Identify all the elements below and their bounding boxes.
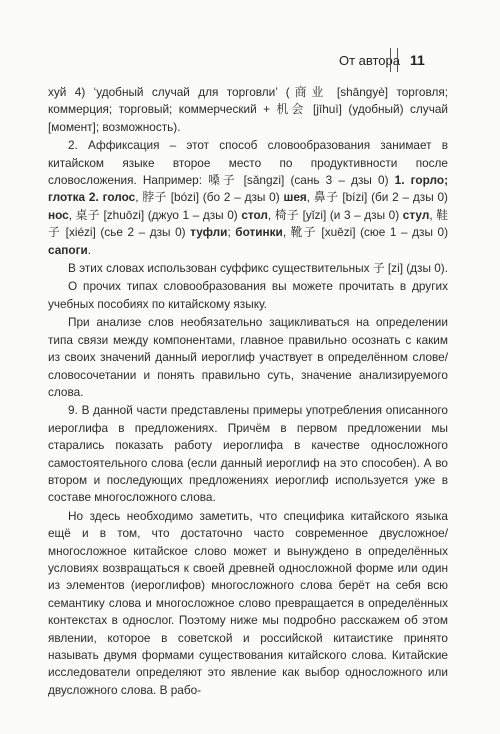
header-divider	[390, 48, 398, 72]
paragraph	[48, 137, 448, 259]
bold-term: сапоги	[48, 242, 88, 257]
paragraph	[48, 508, 448, 699]
paragraph	[48, 260, 448, 277]
bold-term: глотка 2. голос	[48, 190, 136, 205]
paragraph	[48, 314, 448, 401]
text-run: Но здесь необходимо заметить, что специфика китайского языка ещё и в том, что достаточно часто современное двусложное/многосложное китайское слово может и вынуждено в определённых условиях возвращаться к своей древней односложной форме или один из элементов (иероглифов) многосложного слова берёт на себя всю семантику слова и многосложное слово превращается в определённых контекстах в однослог. Поэтому ниже мы подробно расскажем об этом явлении, которое в советской и российской китаистике принято называть двумя формами существования китайского слова. Китайские исследователи определяют это явление как выбор односложного или двусложного слова. В рабо-	[48, 508, 448, 697]
text-run: , 鼻子 [bízi] (би 2 – дзы 0)	[306, 190, 448, 205]
page-number: 11	[410, 52, 425, 68]
text-run: .	[87, 242, 92, 257]
paragraph	[48, 402, 448, 506]
text-run: хуй 4) ‘удобный случай для торговли’ (商业 [shāngyè] торговля; коммерция; торговый; коммерческий + 机会 [jīhuì] (удобный) случай [момент]; возможность).	[48, 85, 448, 134]
text-run: 9. В данной части представлены примеры употребления описанного иероглифа в предложениях. Причём в первом предложении мы старались показать работу иероглифа в качестве односложного самостоятельного слова (если данный иероглиф на это способен). А во втором и последующих предложениях иероглиф используется уже в составе многосложного слова.	[48, 403, 448, 505]
text-run: , 靴子 [xuēzi] (сюе 1 – дзы 0)	[282, 225, 448, 240]
bold-term: туфли	[190, 225, 228, 240]
bold-term: ботинки	[235, 225, 283, 240]
text-run: , 鞋子 [xiézi] (сье 2 – дзы 0)	[48, 207, 449, 240]
text-run: 2. Аффиксация – этот способ словообразования занимает в китайском языке второе место по продуктивности после словосложения. Например: 嗓子 [sǎngzi] (сань 3 – дзы 0)	[48, 138, 448, 188]
paragraph	[48, 84, 448, 136]
text-run: ;	[227, 225, 236, 240]
text-run: При анализе слов необязательно зацикливаться на определении типа связи между компонентами, главное правильно осознать с каким из своих значений данный иероглиф участвует в определённом слове/словосочетании и понять правильно суть, значение анализируемого слова.	[48, 315, 448, 399]
bold-term: 1. горло;	[394, 173, 448, 188]
running-title: От автора	[338, 53, 400, 68]
body-text	[48, 84, 448, 700]
bold-term: шея	[283, 190, 307, 205]
text-run: , 椅子 [yǐzi] (и 3 – дзы 0)	[267, 207, 403, 222]
running-header	[0, 44, 500, 74]
text-run: , 脖子 [bózi] (бо 2 – дзы 0)	[135, 190, 284, 205]
text-run: В этих словах использован суффикс существительных 子 [zi] (дзы 0).	[68, 261, 448, 276]
text-run: , 桌子 [zhuōzi] (джуо 1 – дзы 0)	[68, 207, 242, 222]
bold-term: стул	[402, 207, 430, 222]
bold-term: стол	[241, 207, 268, 222]
text-run: О прочих типах словообразования вы можете прочитать в других учебных пособиях по китайскому языку.	[48, 279, 448, 311]
paragraph	[48, 278, 448, 313]
bold-term: нос	[48, 207, 69, 222]
